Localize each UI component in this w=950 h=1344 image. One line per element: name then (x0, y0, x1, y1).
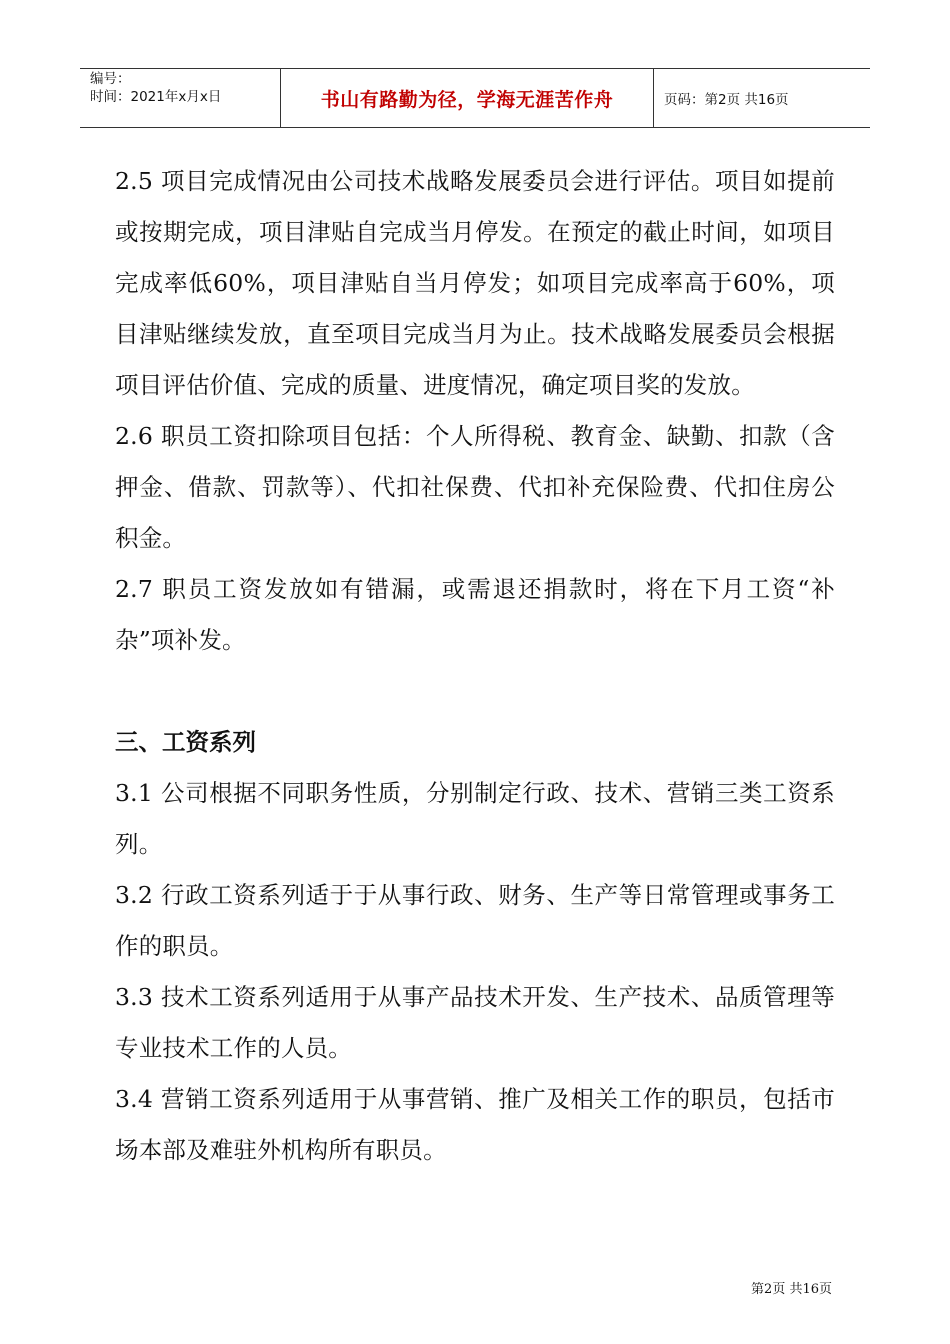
document-number-label: 编号： (90, 71, 131, 87)
header-motto (280, 69, 654, 127)
header-page-info (654, 69, 870, 127)
page-header (80, 68, 870, 128)
section-3-title: 三、工资系列 (115, 728, 256, 756)
paragraph-2-6: 2.6 职员工资扣除项目包括：个人所得税、教育金、缺勤、扣款（含押金、借款、罚款等）、代扣社保费、代扣补充保险费、代扣住房公积金。 (115, 422, 835, 552)
paragraph-3-3: 3.3 技术工资系列适用于从事产品技术开发、生产技术、品质管理等专业技术工作的人员。 (115, 983, 835, 1062)
paragraph-2-7: 2.7 职员工资发放如有错漏，或需退还捐款时，将在下月工资“补杂”项补发。 (115, 575, 835, 654)
paragraph-3-2: 3.2 行政工资系列适于于从事行政、财务、生产等日常管理或事务工作的职员。 (115, 881, 835, 960)
header-page-number: 页码：第2页 共16页 (664, 92, 789, 108)
document-body (115, 156, 835, 1176)
paragraph-spacer (115, 666, 835, 717)
header-meta (80, 69, 280, 127)
paragraph-3-4: 3.4 营销工资系列适用于从事营销、推广及相关工作的职员，包括市场本部及难驻外机构所有职员。 (115, 1085, 835, 1164)
footer-page-number: 第2页 共16页 (751, 1282, 832, 1297)
page-footer (751, 1278, 832, 1297)
motto-text: 书山有路勤为径，学海无涯苦作舟 (320, 88, 614, 111)
paragraph-3-1: 3.1 公司根据不同职务性质，分别制定行政、技术、营销三类工资系列。 (115, 779, 835, 858)
paragraph-2-5: 2.5 项目完成情况由公司技术战略发展委员会进行评估。项目如提前或按期完成，项目津贴自完成当月停发。在预定的截止时间，如项目完成率低60%，项目津贴自当月停发；如项目完成率高于60%，项目津贴继续发放，直至项目完成当月为止。技术战略发展委员会根据项目评估价值、完成的质量、进度情况，确定项目奖的发放。 (115, 167, 835, 399)
document-time-label: 时间：2021年x月x日 (90, 89, 222, 105)
